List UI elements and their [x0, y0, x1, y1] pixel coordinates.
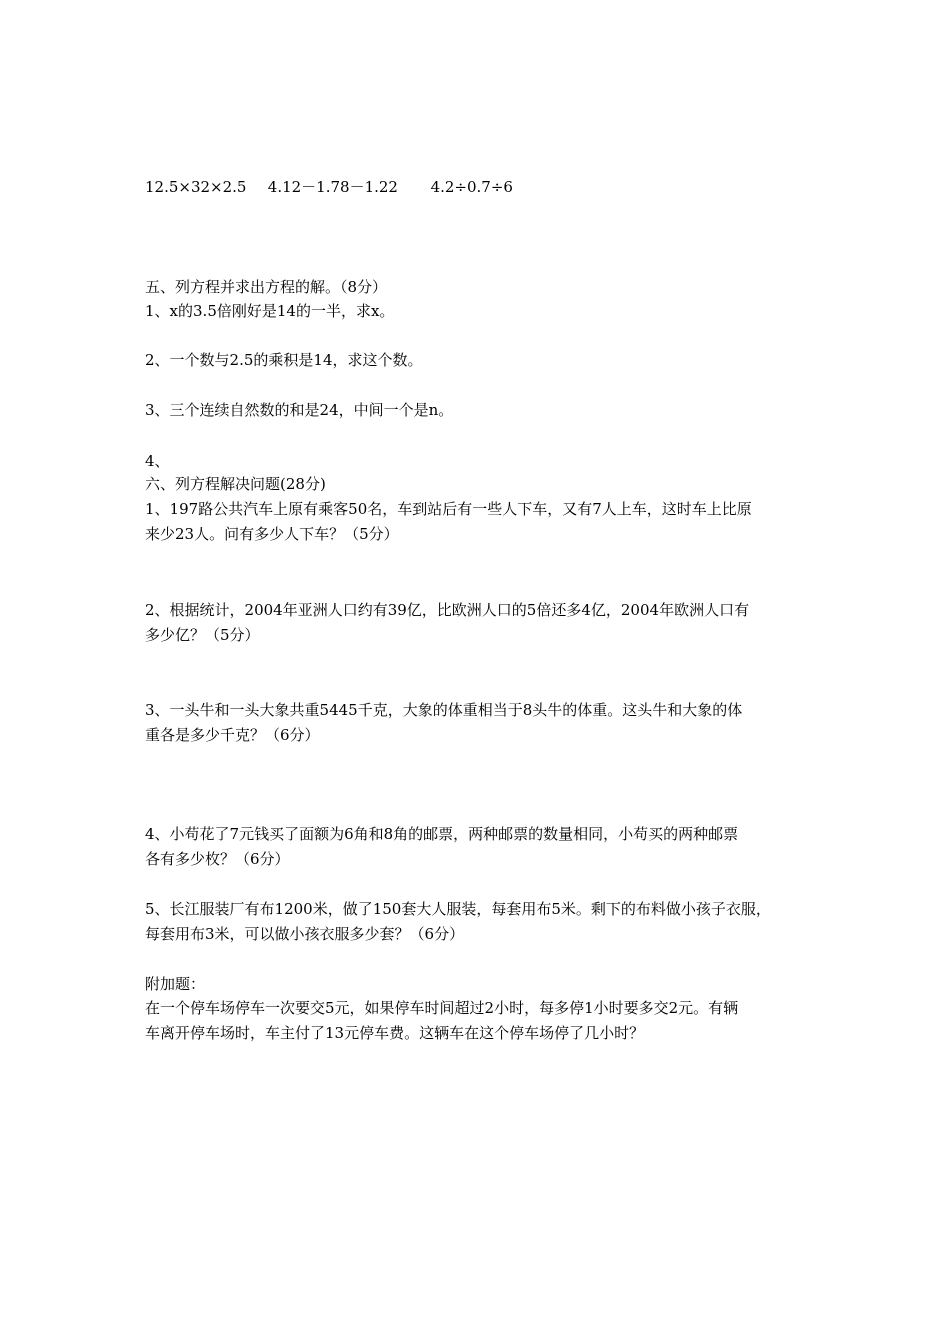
- section-5-item-4: 4、: [145, 452, 170, 470]
- section-6-heading: 六、列方程解决问题(28分): [145, 475, 326, 493]
- question-2-line-1: 2、根据统计，2004年亚洲人口约有39亿，比欧洲人口的5倍还多4亿，2004年欧洲人口有: [145, 601, 750, 619]
- question-4-line-2: 各有多少枚？（6分）: [145, 850, 290, 868]
- expression-2: 4.12－1.78－1.22: [267, 178, 398, 196]
- bonus-line-2: 车离开停车场时，车主付了13元停车费。这辆车在这个停车场停了几小时？: [145, 1024, 645, 1042]
- question-2-line-2: 多少亿？（5分）: [145, 626, 260, 644]
- section-5-item-2: 2、一个数与2.5的乘积是14，求这个数。: [145, 351, 423, 369]
- question-4-line-1: 4、小苟花了7元钱买了面额为6角和8角的邮票，两种邮票的数量相同，小苟买的两种邮票: [145, 825, 739, 843]
- section-5-heading: 五、列方程并求出方程的解。（8分）: [145, 278, 388, 296]
- question-3-line-1: 3、一头牛和一头大象共重5445千克，大象的体重相当于8头牛的体重。这头牛和大象的体: [145, 701, 743, 719]
- expression-1: 12.5×32×2.5: [145, 178, 247, 196]
- bonus-heading: 附加题：: [145, 975, 206, 993]
- section-5-item-1: 1、x的3.5倍刚好是14的一半，求x。: [145, 302, 395, 320]
- bonus-line-1: 在一个停车场停车一次要交5元，如果停车时间超过2小时，每多停1小时要多交2元。有辆: [145, 999, 739, 1017]
- calculation-row: [145, 177, 513, 197]
- question-5-line-2: 每套用布3米，可以做小孩衣服多少套？（6分）: [145, 925, 465, 943]
- question-1-line-2: 来少23人。问有多少人下车？（5分）: [145, 525, 399, 543]
- question-5-line-1: 5、长江服装厂有布1200米，做了150套大人服装，每套用布5米。剩下的布料做小孩子衣服，: [145, 900, 771, 918]
- question-3-line-2: 重各是多少千克？（6分）: [145, 726, 320, 744]
- section-5-item-3: 3、三个连续自然数的和是24，中间一个是n。: [145, 401, 454, 419]
- question-1-line-1: 1、197路公共汽车上原有乘客50名，车到站后有一些人下车，又有7人上车，这时车上比原: [145, 500, 752, 518]
- expression-3: 4.2÷0.7÷6: [430, 178, 513, 196]
